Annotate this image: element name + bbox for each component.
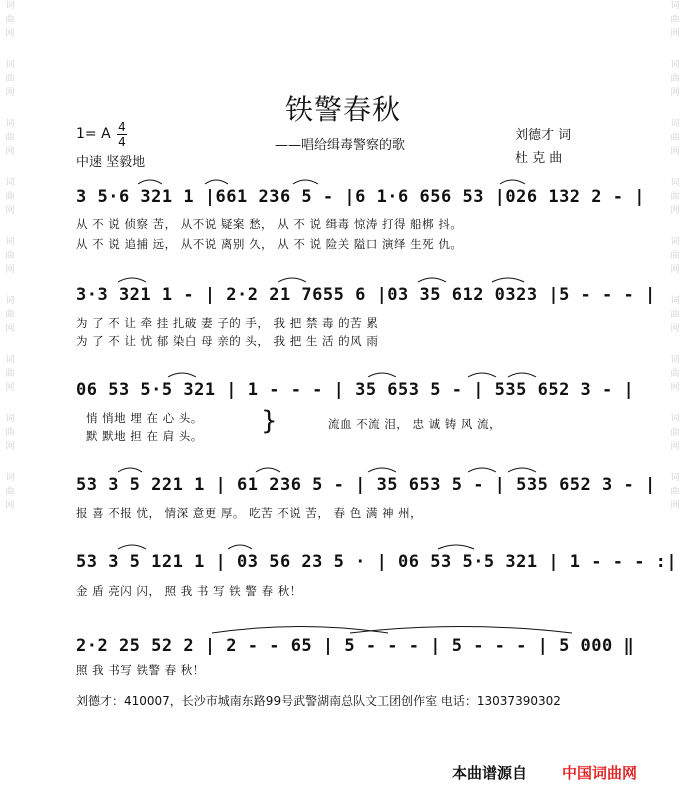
slur [492,278,524,282]
watermark-char: 词 [670,1,680,11]
watermark-char: 曲 [5,133,15,143]
watermark-char: 网 [5,501,15,511]
slur [278,278,306,282]
watermark-char: 曲 [5,310,15,320]
watermark-char: 曲 [5,192,15,202]
watermark-char: 词 [670,414,680,424]
lyrics-line-6: 照 我 书写 铁警 春 秋！ [76,663,205,677]
lyrics-line-2a: 为 了 不 让 牵 挂 扎破 妻 子的 手， 我 把 禁 毒 的苦 累 [76,316,379,330]
watermark-char: 词 [670,296,680,306]
watermark-char: 曲 [670,192,680,202]
song-title: 铁警春秋 [285,93,402,126]
lyrics-line-1a: 从 不 说 侦察 苦， 从不说 疑案 愁， 从 不 说 缉毒 惊涛 打得 船梆 抖。 [76,217,463,231]
watermark-char: 词 [5,60,15,70]
lyrics-line-2b: 为 了 不 让 忧 郁 染白 母 亲的 头， 我 把 生 活 的风 雨 [76,334,379,348]
lyrics-line-4: 报 喜 不报 忧， 情深 意更 厚。 吃苦 不说 苦， 春 色 满 神 州， [76,506,423,520]
watermark-char: 曲 [670,251,680,261]
watermark-char: 网 [5,206,15,216]
lyrics-brace: } [261,406,278,436]
watermark-char: 曲 [5,15,15,25]
notes-line-4: 53 3 5 221 1 | 61 236 5 - | 35 653 5 - | 535 652 3 - | [76,475,656,495]
slur [256,468,280,472]
notes-line-1: 3 5·6 321 1 |661 236 5 - |6 1·6 656 53 |026 132 2 - | [76,187,645,207]
slur [418,278,446,282]
watermark-char: 曲 [670,487,680,497]
watermark-char: 词 [5,178,15,188]
watermark-char: 网 [5,29,15,39]
lyrics-line-3-right: 流血 不流 泪， 忠 诚 铸 风 流， [328,417,502,431]
song-subtitle: ——唱给缉毒警察的歌 [275,138,406,153]
watermark-char: 曲 [5,74,15,84]
watermark-char: 曲 [670,310,680,320]
watermark-char: 曲 [670,15,680,25]
slur [293,180,318,184]
watermark-char: 曲 [5,251,15,261]
watermark-char: 网 [670,88,680,98]
slur [368,373,396,377]
notes-line-2: 3·3 321 1 - | 2·2 21 7655 6 |03 35 612 0323 |5 - - - | [76,285,656,305]
composer-credit: 杜 克 曲 [515,151,563,166]
watermark-char: 词 [5,119,15,129]
watermark-char: 网 [5,88,15,98]
watermark-char: 网 [5,324,15,334]
watermark-char: 曲 [5,369,15,379]
watermark-char: 曲 [670,428,680,438]
notes-line-3: 06 53 5·5 321 | 1 - - - | 35 653 5 - | 535 652 3 - | [76,380,635,400]
slur [205,180,228,184]
watermark-char: 词 [5,237,15,247]
time-top: 4 [118,120,126,134]
watermark-char: 词 [5,473,15,483]
watermark-char: 曲 [670,74,680,84]
watermark-char: 网 [5,383,15,393]
watermark-char: 曲 [670,369,680,379]
notes-line-5: 53 3 5 121 1 | 03 56 23 5 · | 06 53 5·5 321 | 1 - - - :| [76,552,678,572]
slur [118,468,142,472]
slur [118,545,146,549]
watermark-char: 词 [670,178,680,188]
watermark-char: 词 [670,355,680,365]
key-signature: 1= A [76,126,111,142]
lyrics-line-5: 金 盾 亮闪 闪， 照 我 书 写 铁 警 春 秋！ [76,584,302,598]
watermark-char: 词 [5,414,15,424]
slur [168,373,196,377]
watermark-char: 曲 [5,428,15,438]
contact-info: 刘德才：410007，长沙市城南东路99号武警湖南总队文工团创作室 电话：13037390302 [76,694,561,708]
watermark-char: 词 [5,355,15,365]
watermark-char: 网 [5,265,15,275]
slur [468,468,496,472]
watermark-char: 网 [670,501,680,511]
watermark-char: 曲 [670,133,680,143]
slur [508,468,536,472]
watermark-char: 网 [670,442,680,452]
watermark-char: 网 [670,324,680,334]
lyricist-credit: 刘德才 词 [515,128,572,143]
watermark-char: 网 [670,265,680,275]
watermark-char: 网 [670,383,680,393]
watermark-char: 词 [670,119,680,129]
slur [468,373,496,377]
time-bottom: 4 [118,135,126,149]
tempo-marking: 中速 坚毅地 [76,155,146,170]
watermark-char: 网 [670,206,680,216]
watermark-char: 网 [670,29,680,39]
slur [138,180,162,184]
watermark-char: 词 [5,296,15,306]
watermark-char: 网 [5,442,15,452]
watermark-char: 网 [5,147,15,157]
slur [118,278,146,282]
watermark-char: 词 [670,237,680,247]
watermark-char: 词 [670,473,680,483]
lyrics-line-3a: 悄 悄地 埋 在 心 头。 [86,411,203,425]
slur [508,373,536,377]
lyrics-line-3b: 默 默地 担 在 肩 头。 [86,429,203,443]
source-label: 本曲谱源自 [452,764,528,782]
lyrics-line-1b: 从 不 说 追捕 远， 从不说 离别 久， 从 不 说 险关 隘口 演绎 生死 仇。 [76,237,463,251]
slur [500,180,525,184]
site-name[interactable]: 中国词曲网 [562,764,638,782]
watermark-char: 网 [670,147,680,157]
watermark-char: 曲 [5,487,15,497]
slur [368,468,396,472]
slur [228,545,252,549]
watermark-char: 词 [670,60,680,70]
watermark-char: 词 [5,1,15,11]
slur [438,545,474,549]
notes-line-6: 2·2 25 52 2 | 2 - - 65 | 5 - - - | 5 - - - | 5 000 ‖ [76,636,635,656]
